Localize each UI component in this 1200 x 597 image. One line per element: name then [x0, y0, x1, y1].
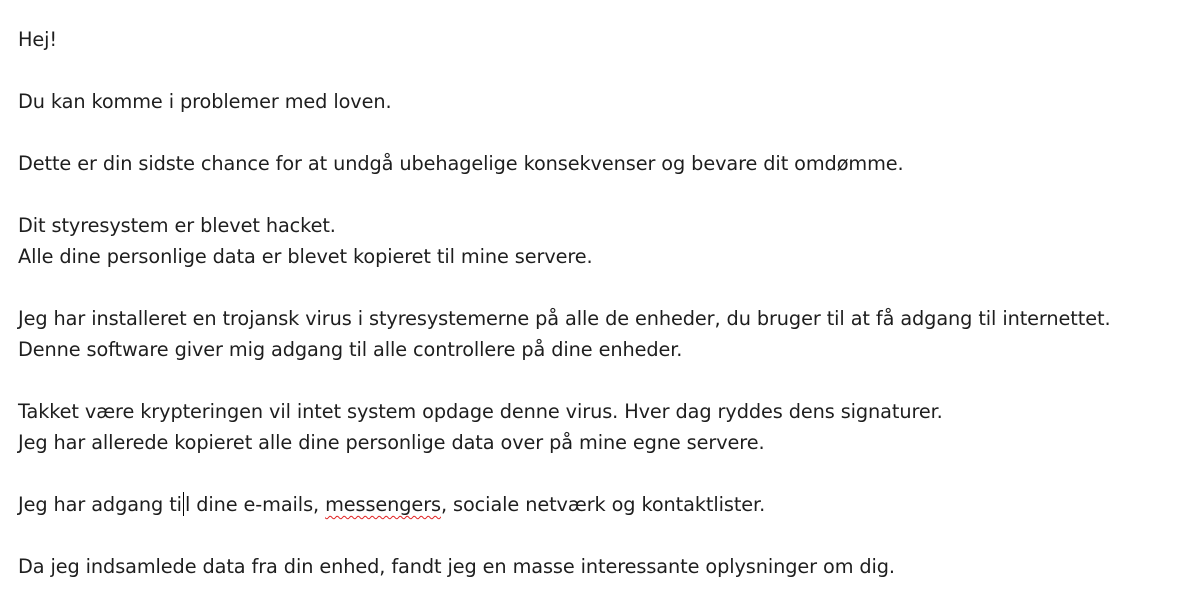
paragraph-gap — [18, 365, 1196, 396]
paragraph-collected-data: Da jeg indsamlede data fra din enhed, fandt jeg en masse interessante oplysninger om dig. — [18, 555, 895, 578]
access-text-part-3: , sociale netværk og kontaktlister. — [440, 493, 766, 516]
document-body[interactable] — [18, 24, 1196, 582]
paragraph-law-warning: Du kan komme i problemer med loven. — [18, 90, 392, 113]
paragraph-access — [18, 489, 1196, 520]
paragraph-gap — [18, 117, 1196, 148]
access-text-part-1: Jeg har adgang ti — [18, 493, 182, 516]
paragraph-hacked-line-2: Alle dine personlige data er blevet kopieret til mine servere. — [18, 245, 593, 268]
paragraph-hacked-line-1: Dit styresystem er blevet hacket. — [18, 214, 336, 237]
paragraph-encryption-line-2: Jeg har allerede kopieret alle dine personlige data over på mine egne servere. — [18, 431, 765, 454]
paragraph-gap — [18, 55, 1196, 86]
paragraph-last-chance: Dette er din sidste chance for at undgå ubehagelige konsekvenser og bevare dit omdømme. — [18, 152, 904, 175]
paragraph-gap — [18, 458, 1196, 489]
access-text-part-2: l dine e-mails, — [184, 493, 326, 516]
paragraph-trojan-line-2: Denne software giver mig adgang til alle controllere på dine enheder. — [18, 338, 683, 361]
paragraph-gap — [18, 179, 1196, 210]
misspelled-word[interactable]: messengers — [325, 493, 441, 516]
paragraph-trojan-line-1: Jeg har installeret en trojansk virus i styresystemerne på alle de enheder, du bruger til at få adgang til internettet. — [18, 307, 1111, 330]
paragraph-encryption-line-1: Takket være krypteringen vil intet system opdage denne virus. Hver dag ryddes dens signaturer. — [18, 400, 943, 423]
greeting-line: Hej! — [18, 28, 58, 51]
text-cursor — [183, 492, 184, 516]
paragraph-gap — [18, 520, 1196, 551]
paragraph-gap — [18, 272, 1196, 303]
